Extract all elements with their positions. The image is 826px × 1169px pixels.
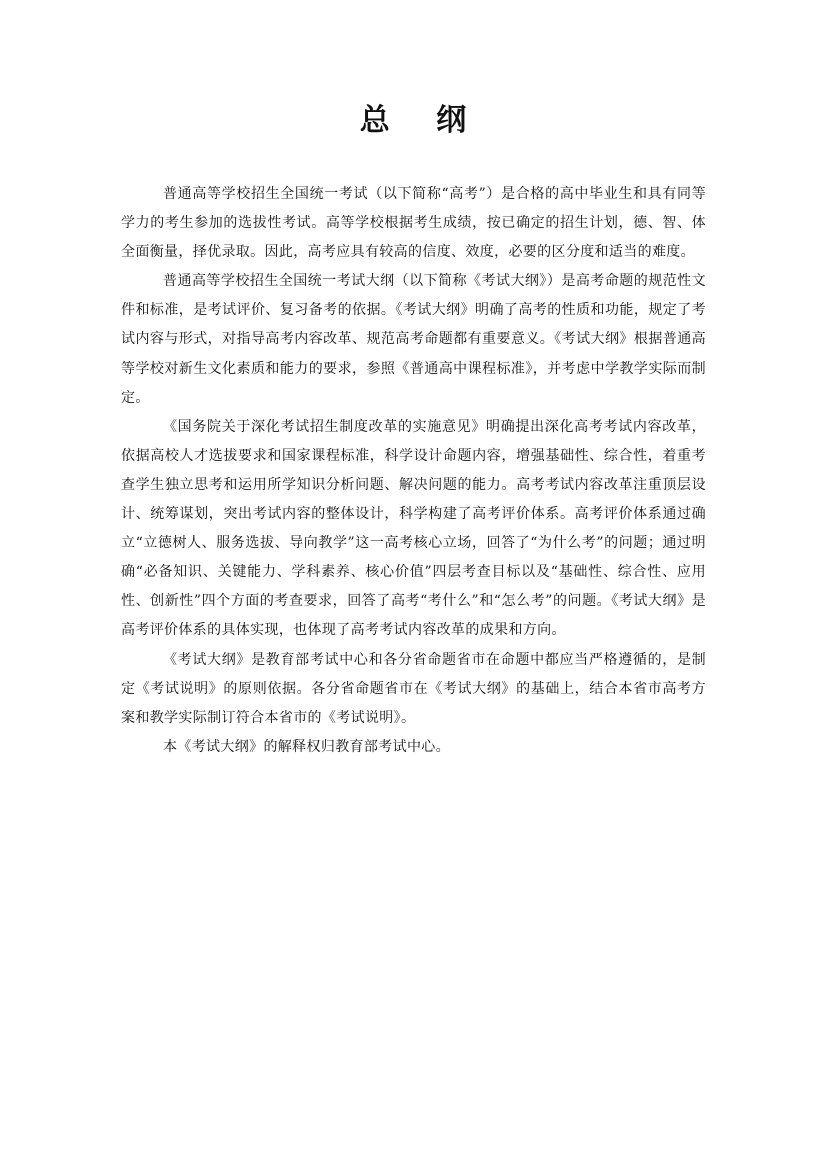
page-title: 总 纲 [359, 103, 485, 138]
paragraph-3: 《国务院关于深化考试招生制度改革的实施意见》明确提出深化高考考试内容改革，依据高校人才选拔要求和国家课程标准，科学设计命题内容，增强基础性、综合性，着重考查学生独立思考和运用所学知识分析问题、解决问题的能力。高考考试内容改革注重顶层设计、统筹谋划，突出考试内容的整体设计，科学构建了高考评价体系。高考评价体系通过确立“立德树人、服务选拔、导向教学”这一高考核心立场，回答了“为什么考”的问题；通过明确“必备知识、关键能力、学科素养、核心价值”四层考查目标以及“基础性、综合性、应用性、创新性”四个方面的考查要求，回答了高考“考什么”和“怎么考”的问题。《考试大纲》是高考评价体系的具体实现，也体现了高考考试内容改革的成果和方向。 [121, 418, 706, 639]
paragraph-2: 普通高等学校招生全国统一考试大纲（以下简称《考试大纲》）是高考命题的规范性文件和标准，是考试评价、复习备考的依据。《考试大纲》明确了高考的性质和功能，规定了考试内容与形式，对指导高考内容改革、规范高考命题都有重要意义。《考试大纲》根据普通高等学校对新生文化素质和能力的要求，参照《普通高中课程标准》，并考虑中学教学实际而制定。 [121, 273, 706, 406]
paragraph-5: 本《考试大纲》的解释权归教育部考试中心。 [163, 738, 450, 755]
paragraph-4: 《考试大纲》是教育部考试中心和各分省命题省市在命题中都应当严格遵循的，是制定《考试说明》的原则依据。各分省命题省市在《考试大纲》的基础上，结合本省市高考方案和教学实际制订符合本省市的《考试说明》。 [121, 651, 706, 726]
paragraph-1: 普通高等学校招生全国统一考试（以下简称“高考”）是合格的高中毕业生和具有同等学力的考生参加的选拔性考试。高等学校根据考生成绩，按已确定的招生计划，德、智、体全面衡量，择优录取。因此，高考应具有较高的信度、效度，必要的区分度和适当的难度。 [121, 186, 706, 261]
document-body [121, 180, 706, 762]
